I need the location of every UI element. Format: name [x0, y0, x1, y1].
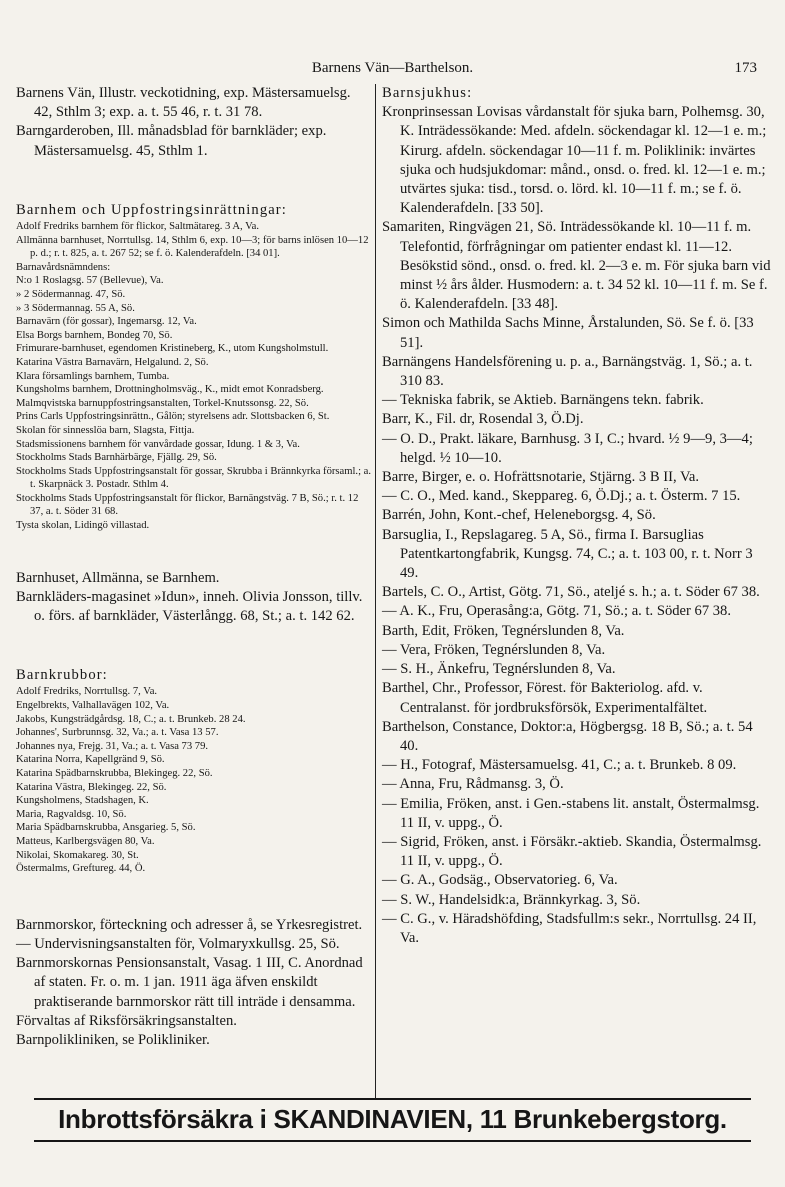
spacer — [16, 892, 372, 900]
directory-entry: Barr, K., Fil. dr, Rosendal 3, Ö.Dj. — [382, 411, 584, 428]
directory-entry: Kungsholms barnhem, Drottningholmsväg., K., midt emot Konradsberg. — [16, 384, 324, 396]
right-column — [382, 84, 772, 948]
directory-entry: — Sigrid, Fröken, anst. i Försäkr.-aktieb. Skandia, Östermalmsg. 11 II, v. uppg., Ö. — [382, 833, 762, 870]
directory-entry: — A. K., Fru, Operasång:a, Götg. 71, Sö.; a. t. Söder 67 38. — [382, 603, 732, 620]
directory-entry: Tysta skolan, Lidingö villastad. — [16, 520, 150, 532]
directory-entry: Barth, Edit, Fröken, Tegnérslunden 8, Va. — [382, 622, 625, 639]
directory-entry: » 2 Södermannag. 47, Sö. — [16, 288, 126, 300]
directory-entry: Stockholms Stads Uppfostringsanstalt för flickor, Barnängstväg. 7 B, Sö.; r. t. 12 37, a. t. Söder 31 68. — [16, 492, 359, 518]
section-heading: Barnhem och Uppfostringsinrättningar: — [16, 201, 287, 218]
section-heading: Barnkrubbor: — [16, 667, 108, 684]
directory-entry: — Tekniska fabrik, se Aktieb. Barnängens tekn. fabrik. — [382, 392, 704, 409]
directory-entry: Jakobs, Kungsträdgårdsg. 18, C.; a. t. Brunkeb. 28 24. — [16, 713, 246, 725]
directory-entry: Barthelson, Constance, Doktor:a, Högbergsg. 18 B, Sö.; a. t. 54 40. — [382, 718, 753, 754]
directory-entry: » 3 Södermannag. 55 A, Sö. — [16, 302, 135, 314]
directory-entry: Barre, Birger, e. o. Hofrättsnotarie, Stjärng. 3 B II, Va. — [382, 469, 700, 486]
spacer — [16, 642, 372, 650]
directory-entry: Bartels, C. O., Artist, Götg. 71, Sö., ateljé s. h.; a. t. Söder 67 38. — [382, 584, 760, 601]
directory-entry: — Undervisningsanstalten för, Volmaryxkullsg. 25, Sö. — [16, 936, 340, 952]
directory-entry: — H., Fotograf, Mästersamuelsg. 41, C.; a. t. Brunkeb. 8 09. — [382, 757, 737, 774]
directory-entry: Katarina Västra, Blekingeg. 22, Sö. — [16, 781, 167, 793]
directory-entry: Stadsmissionens barnhem för vanvårdade gossar, Idung. 1 & 3, Va. — [16, 438, 300, 450]
directory-entry: — O. D., Prakt. läkare, Barnhusg. 3 I, C.; hvard. ½ 9—9, 3—4; helgd. ½ 10—10. — [382, 430, 753, 466]
directory-entry: Kungsholmens, Stadshagen, K. — [16, 795, 149, 807]
directory-entry: Klara församlings barnhem, Tumba. — [16, 370, 170, 382]
directory-entry: — S. H., Änkefru, Tegnérslunden 8, Va. — [382, 661, 616, 678]
directory-entry: Maria Spädbarnskrubba, Ansgarieg. 5, Sö. — [16, 822, 196, 834]
directory-entry: — C. G., v. Häradshöfding, Stadsfullm:s sekr., Norrtullsg. 24 II, Va. — [382, 910, 757, 946]
directory-entry: Barrén, John, Kont.-chef, Heleneborgsg. 4, Sö. — [382, 507, 656, 524]
directory-entry: Adolf Fredriks barnhem för flickor, Saltmätareg. 3 A, Va. — [16, 221, 259, 233]
banner-top-rule — [34, 1098, 751, 1100]
directory-entry: Katarina Västra Barnavärn, Helgalund. 2, Sö. — [16, 356, 209, 368]
advertisement-banner: Inbrottsförsäkra i SKANDINAVIEN, 11 Brunkebergstorg. — [58, 1104, 727, 1134]
directory-entry: Simon och Mathilda Sachs Minne, Årstalunden, Sö. Se f. ö. [33 51]. — [382, 315, 754, 351]
column-divider — [375, 84, 376, 1100]
running-title: Barnens Vän—Barthelson. — [311, 60, 474, 76]
directory-entry: — G. A., Godsäg., Observatorieg. 6, Va. — [382, 872, 618, 889]
directory-entry: Engelbrekts, Valhallavägen 102, Va. — [16, 700, 170, 712]
directory-entry: Katarina Spädbarnskrubba, Blekingeg. 22, Sö. — [16, 768, 213, 780]
directory-entry: Maria, Ragvaldsg. 10, Sö. — [16, 808, 127, 820]
directory-entry: Johannes nya, Frejg. 31, Va.; a. t. Vasa 73 79. — [16, 740, 209, 752]
directory-entry: Kronprinsessan Lovisas vårdanstalt för sjuka barn, Polhemsg. 30, K. Inträdessökande: Med. afdeln. söckendagar kl. 12—1 e. m.; Kirurg. afdeln. söckendagar 10—11 f. m. Poliklinik: invärtes sjuka och hudsjukdomar: månd., onsd. o. fred. kl. 12—1 e. m.; utvärtes sjuka: tisd., torsd. o. lörd. kl. 10—11 f. m.; se f. ö. Kalenderafdeln. [33 50]. — [382, 104, 767, 217]
directory-entry: Stockholms Stads Uppfostringsanstalt för gossar, Skrubba i Brännkyrka församl.; a. t. Skarpnäck 3. Postadr. Sthlm 4. — [16, 465, 372, 491]
directory-entry: Skolan för sinnesslöa barn, Slagsta, Fittja. — [16, 424, 195, 436]
directory-entry: Barnens Vän, Illustr. veckotidning, exp. Mästersamuelsg. 42, Sthlm 3; exp. a. t. 55 46, r. t. 31 78. — [16, 85, 351, 121]
directory-entry: Förvaltas af Riksförsäkringsanstalten. — [16, 1012, 237, 1029]
spacer — [16, 549, 372, 553]
directory-entry: Katarina Norra, Kapellgränd 9, Sö. — [16, 754, 165, 766]
page-header — [0, 60, 785, 82]
directory-entry: — Vera, Fröken, Tegnérslunden 8, Va. — [382, 641, 606, 658]
directory-entry: Elsa Borgs barnhem, Bondeg 70, Sö. — [16, 329, 173, 341]
directory-entry: N:o 1 Roslagsg. 57 (Bellevue), Va. — [16, 275, 164, 287]
directory-entry: Matteus, Karlbergsvägen 80, Va. — [16, 836, 155, 848]
directory-entry: Frimurare-barnhuset, egendomen Kristineberg, K., utom Kungsholmstull. — [16, 343, 329, 355]
directory-entry: Johannes', Surbrunnsg. 32, Va.; a. t. Vasa 13 57. — [16, 727, 219, 739]
directory-entry: Östermalms, Greftureg. 44, Ö. — [16, 863, 146, 875]
directory-entry: Adolf Fredriks, Norrtullsg. 7, Va. — [16, 686, 158, 698]
directory-entry: — Anna, Fru, Rådmansg. 3, Ö. — [382, 776, 564, 793]
directory-entry: Barnängens Handelsförening u. p. a., Barnängstväg. 1, Sö.; a. t. 310 83. — [382, 353, 753, 390]
directory-entry: Barnmorskor, förteckning och adresser å, se Yrkesregistret. — [16, 916, 363, 933]
directory-entry: Allmänna barnhuset, Norrtullsg. 14, Sthlm 6, exp. 10—3; för barns inlösen 10—12 p. d.; r. t. 825, a. t. 267 52; se f. ö. Kalenderafdeln. [34 01]. — [16, 234, 369, 260]
directory-entry: Barngarderoben, Ill. månadsblad för barnkläder; exp. Mästersamuelsg. 45, Sthlm 1. — [16, 123, 327, 159]
directory-entry: Barnavårdsnämndens: — [16, 261, 111, 273]
directory-entry: Barsuglia, I., Repslagareg. 5 A, Sö., firma I. Barsuglias Patentkartongfabrik, Kungsg. 74, C.; a. t. 103 00, r. t. Norr 3 49. — [382, 526, 753, 582]
directory-entry: — C. O., Med. kand., Skeppareg. 6, Ö.Dj.; a. t. Österm. 7 15. — [382, 488, 741, 505]
directory-entry: Stockholms Stads Barnhärbärge, Fjällg. 29, Sö. — [16, 452, 217, 464]
banner-bottom-rule — [34, 1140, 751, 1142]
left-column — [16, 84, 372, 1050]
directory-entry: — S. W., Handelsidk:a, Brännkyrkag. 3, Sö. — [382, 891, 641, 908]
directory-entry: Barnavärn (för gossar), Ingemarsg. 12, Va. — [16, 316, 197, 328]
page-number: 173 — [734, 60, 757, 76]
directory-entry: Samariten, Ringvägen 21, Sö. Inträdessökande kl. 10—11 f. m. Telefontid, förfrågningar om patienter endast kl. 11—12. Besökstid sönd., onsd. o. fred. kl. 2—3 e. m. För sjuka barn vid minst ½ års ålder. Husmodern: a. t. 34 52 kl. 10—11 f. m. Se f. ö. Kalenderafdeln. [33 48]. — [382, 219, 771, 313]
directory-entry: Nikolai, Skomakareg. 30, St. — [16, 849, 139, 861]
directory-entry: Barnpolikliniken, se Polikliniker. — [16, 1032, 210, 1049]
directory-entry: Prins Carls Uppfostringsinrättn., Gålön; styrelsens adr. Slottsbacken 6, St. — [16, 411, 330, 423]
directory-entry: Barthel, Chr., Professor, Förest. för Bakteriolog. afd. v. Centralanst. för jordbruksförsök, Experimentalfältet. — [382, 680, 708, 716]
directory-entry: Malmqvistska barnuppfostringsanstalten, Torkel-Knutssonsg. 22, Sö. — [16, 397, 309, 409]
directory-entry: Barnmorskornas Pensionsanstalt, Vasag. 1 III, C. Anordnad af staten. Fr. o. m. 1 jan. 1911 äga äfven enskildt praktiserande barnmorskor rätt till inträde i densamma. — [16, 955, 363, 1010]
spacer — [16, 177, 372, 185]
directory-entry: — Emilia, Fröken, anst. i Gen.-stabens lit. anstalt, Östermalmsg. 11 II, v. uppg., Ö. — [382, 795, 760, 831]
directory-entry: Barnkläders-magasinet »Idun», inneh. Olivia Jonsson, tillv. o. förs. af barnkläder, Västerlångg. 68, St.; a. t. 142 62. — [16, 588, 363, 625]
directory-entry: Barnhuset, Allmänna, se Barnhem. — [16, 569, 220, 586]
section-heading: Barnsjukhus: — [382, 85, 473, 101]
